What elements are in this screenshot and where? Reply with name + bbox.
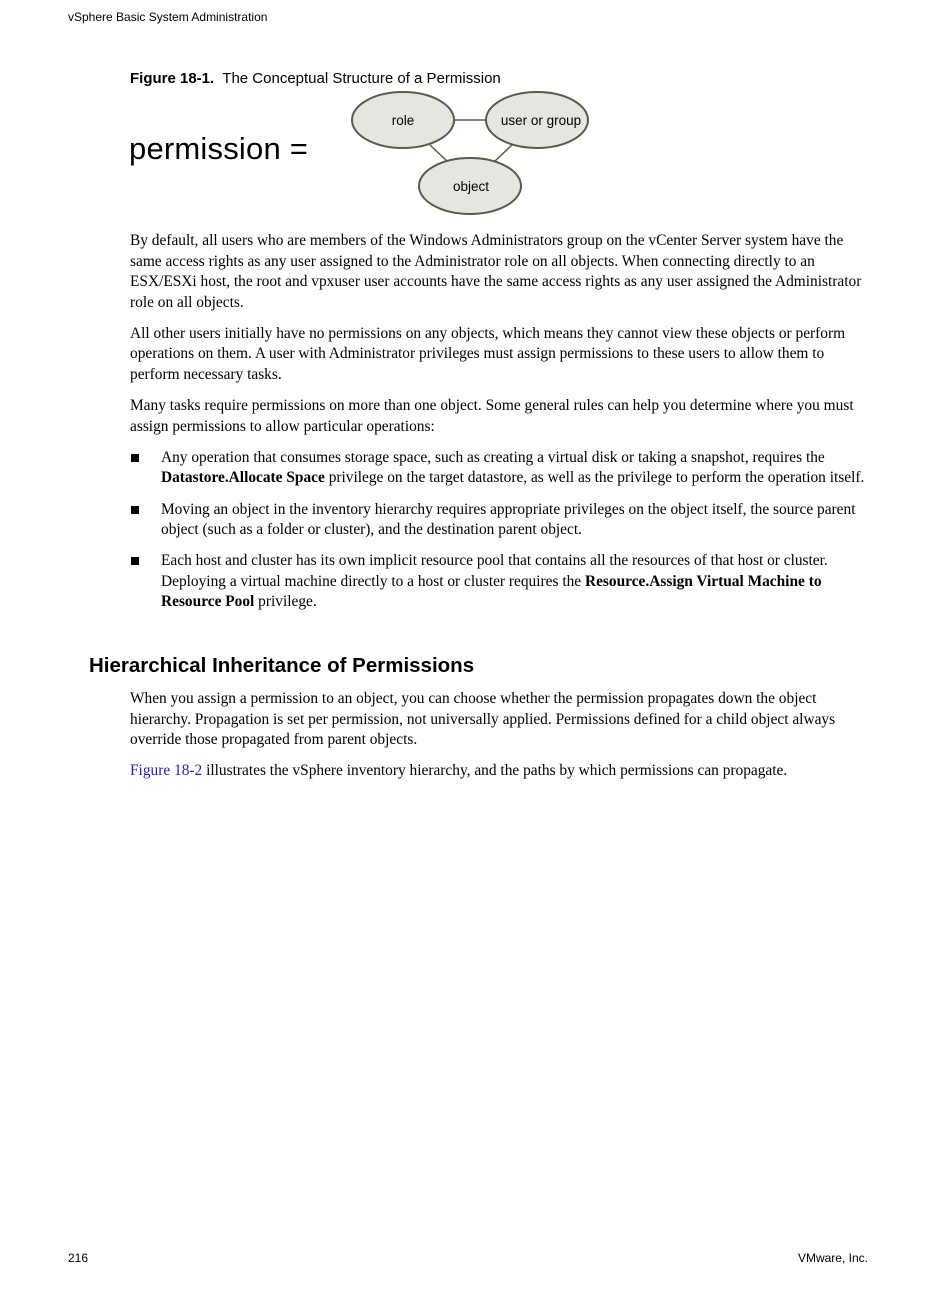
paragraph-figure-reference: Figure 18-2 illustrates the vSphere inventory hierarchy, and the paths by which permissions can propagate. bbox=[130, 762, 788, 780]
footer-company: VMware, Inc. bbox=[797, 1251, 868, 1265]
bullet-square-icon bbox=[131, 557, 139, 565]
formula-label: permission = bbox=[129, 131, 309, 166]
figure-number: Figure 18-1. bbox=[130, 70, 215, 87]
list-item: Moving an object in the inventory hierarchy requires appropriate privileges on the object itself, the source parent object (such as a folder or cluster), and the destination parent object. bbox=[130, 500, 872, 541]
bullet-square-icon bbox=[131, 506, 139, 514]
page-number: 216 bbox=[68, 1251, 89, 1265]
running-header: vSphere Basic System Administration bbox=[68, 10, 268, 24]
figure-title: The Conceptual Structure of a Permission bbox=[222, 70, 501, 87]
edge-role-object bbox=[430, 145, 448, 162]
paragraph-multiple-objects: Many tasks require permissions on more than one object. Some general rules can help you determine where you must assign permissions to allow particular operations: bbox=[130, 397, 854, 435]
list-item: Each host and cluster has its own implicit resource pool that contains all the resources of that host or cluster. Deploying a virtual machine directly to a host or cluster requires the Resource.Assign Virtual Machine to Resource Pool privilege. bbox=[130, 551, 872, 613]
section-body bbox=[130, 689, 875, 792]
figure-18-2-link[interactable]: Figure 18-2 bbox=[130, 762, 203, 780]
permission-diagram bbox=[345, 88, 595, 220]
rules-list bbox=[130, 448, 872, 613]
privilege-name: Datastore.Allocate Space bbox=[161, 469, 325, 487]
paragraph-other-users: All other users initially have no permissions on any objects, which means they cannot view these objects or perform operations on them. A user with Administrator privileges must assign permissions to these users to allow them to perform necessary tasks. bbox=[130, 324, 846, 384]
figure-caption bbox=[130, 70, 501, 87]
list-item: Any operation that consumes storage space, such as creating a virtual disk or taking a snapshot, requires the Datastore.Allocate Space privilege on the target datastore, as well as the privilege to perform the operation itself. bbox=[130, 448, 872, 489]
body-text bbox=[130, 231, 872, 624]
privilege-name: Resource.Assign Virtual Machine to Resource Pool bbox=[161, 572, 822, 611]
paragraph-default-access: By default, all users who are members of the Windows Administrators group on the vCenter Server system have the same access rights as any user assigned to the Administrator role on all objects. When connecting directly to an ESX/ESXi host, the root and vpxuser user accounts have the same access rights as any user assigned the Administrator role on all objects. bbox=[130, 232, 862, 311]
node-role-label: role bbox=[391, 113, 415, 128]
section-heading: Hierarchical Inheritance of Permissions bbox=[89, 654, 475, 677]
node-user-or-group-label: user or group bbox=[500, 113, 582, 128]
edge-user-object bbox=[494, 145, 512, 162]
paragraph-propagation: When you assign a permission to an object, you can choose whether the permission propagates down the object hierarchy. Propagation is set per permission, not universally applied. Permissions defined for a child object always override those propagated from parent objects. bbox=[130, 690, 836, 749]
node-object-label: object bbox=[452, 179, 490, 194]
bullet-square-icon bbox=[131, 454, 139, 462]
